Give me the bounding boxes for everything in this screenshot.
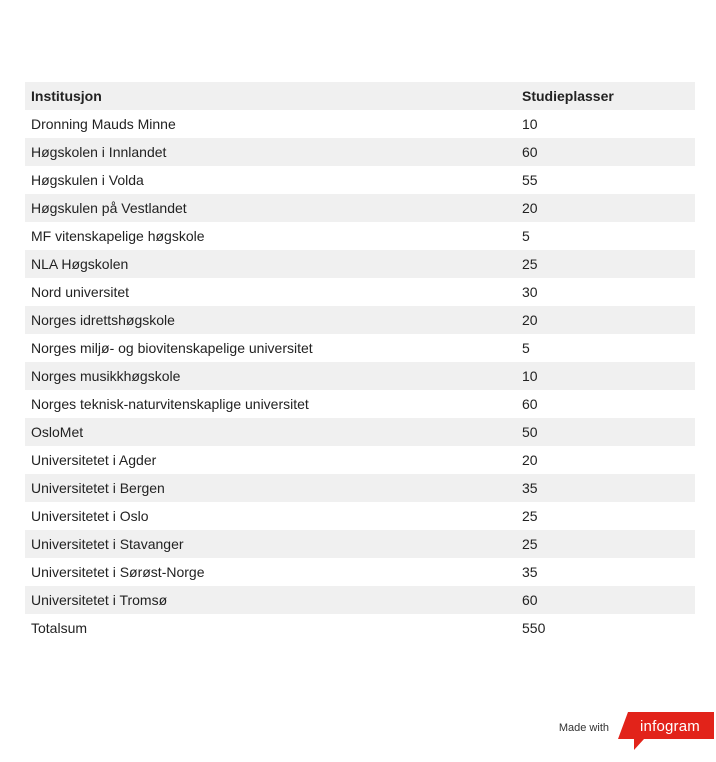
cell-studieplasser: 35: [516, 558, 695, 586]
infogram-credit[interactable]: [559, 712, 714, 752]
cell-institusjon: NLA Høgskolen: [25, 250, 516, 278]
cell-studieplasser: 60: [516, 586, 695, 614]
cell-studieplasser: 60: [516, 138, 695, 166]
table-row: [25, 502, 695, 530]
cell-institusjon: Universitetet i Stavanger: [25, 530, 516, 558]
cell-institusjon: Universitetet i Sørøst-Norge: [25, 558, 516, 586]
cell-studieplasser: 25: [516, 250, 695, 278]
cell-institusjon: Norges teknisk-naturvitenskaplige universitet: [25, 390, 516, 418]
cell-institusjon: Universitetet i Bergen: [25, 474, 516, 502]
table-row: [25, 362, 695, 390]
cell-studieplasser: 5: [516, 334, 695, 362]
cell-studieplasser: 55: [516, 166, 695, 194]
table-row: [25, 446, 695, 474]
cell-institusjon: OsloMet: [25, 418, 516, 446]
table-row: [25, 194, 695, 222]
cell-studieplasser: 550: [516, 614, 695, 642]
table-row: [25, 166, 695, 194]
table-row: [25, 474, 695, 502]
table-row: [25, 390, 695, 418]
table-row: [25, 586, 695, 614]
table-row: [25, 614, 695, 642]
cell-studieplasser: 10: [516, 110, 695, 138]
table-row: [25, 306, 695, 334]
cell-institusjon: Universitetet i Tromsø: [25, 586, 516, 614]
infogram-logo-text: infogram: [640, 718, 700, 735]
table-row: [25, 250, 695, 278]
cell-institusjon: Høgskulen på Vestlandet: [25, 194, 516, 222]
table-row: [25, 222, 695, 250]
table-row: [25, 334, 695, 362]
cell-institusjon: Universitetet i Oslo: [25, 502, 516, 530]
made-with-label: Made with: [558, 722, 609, 734]
cell-institusjon: Totalsum: [25, 614, 516, 642]
table-body: [25, 110, 695, 642]
column-header-institusjon: Institusjon: [25, 82, 516, 110]
column-header-studieplasser: Studieplasser: [516, 82, 695, 110]
cell-studieplasser: 20: [516, 446, 695, 474]
cell-institusjon: Nord universitet: [25, 278, 516, 306]
cell-institusjon: Høgskolen i Innlandet: [25, 138, 516, 166]
table-row: [25, 138, 695, 166]
infogram-logo[interactable]: [618, 712, 714, 750]
cell-institusjon: Universitetet i Agder: [25, 446, 516, 474]
cell-studieplasser: 60: [516, 390, 695, 418]
cell-studieplasser: 10: [516, 362, 695, 390]
data-table-container: [25, 82, 695, 642]
table-row: [25, 278, 695, 306]
cell-studieplasser: 20: [516, 306, 695, 334]
cell-institusjon: MF vitenskapelige høgskole: [25, 222, 516, 250]
cell-institusjon: Norges idrettshøgskole: [25, 306, 516, 334]
table-row: [25, 530, 695, 558]
cell-institusjon: Norges miljø- og biovitenskapelige universitet: [25, 334, 516, 362]
table-header: [25, 82, 695, 110]
cell-studieplasser: 20: [516, 194, 695, 222]
table-row: [25, 558, 695, 586]
header-row: [25, 82, 695, 110]
cell-studieplasser: 30: [516, 278, 695, 306]
table-row: [25, 110, 695, 138]
table-row: [25, 418, 695, 446]
cell-studieplasser: 25: [516, 530, 695, 558]
data-table: [25, 82, 695, 642]
cell-studieplasser: 25: [516, 502, 695, 530]
cell-studieplasser: 50: [516, 418, 695, 446]
cell-institusjon: Dronning Mauds Minne: [25, 110, 516, 138]
cell-studieplasser: 35: [516, 474, 695, 502]
cell-studieplasser: 5: [516, 222, 695, 250]
cell-institusjon: Høgskulen i Volda: [25, 166, 516, 194]
cell-institusjon: Norges musikkhøgskole: [25, 362, 516, 390]
